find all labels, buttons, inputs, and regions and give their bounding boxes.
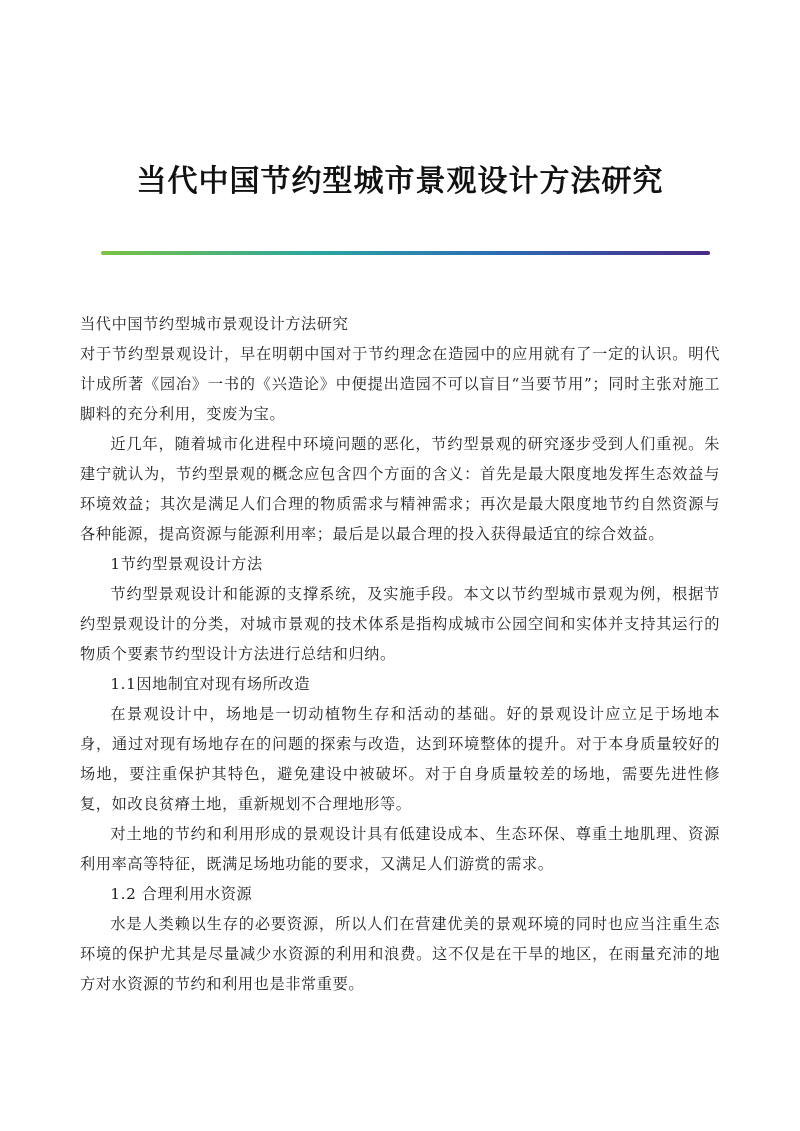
- section-heading-1-1: 1.1因地制宜对现有场所改造: [110, 675, 311, 693]
- paragraph-site: 在景观设计中，场地是一切动植物生存和活动的基础。好的景观设计应立足于场地本身，通过对现有场地存在的问题的探索与改造，达到环境整体的提升。对于本身质量较好的场地，要注重保护其特色，避免建设中被破坏。对于自身质量较差的场地，需要先进性修复，如改良贫瘠土地，重新规划不合理地形等。: [80, 705, 720, 813]
- paragraph-section-1: 节约型景观设计和能源的支撑系统，及实施手段。本文以节约型城市景观为例，根据节约型景观设计的分类，对城市景观的技术体系是指构成城市公园空间和实体并支持其运行的物质个要素节约型设计方法进行总结和归纳。: [80, 585, 720, 663]
- document-body: [80, 309, 720, 999]
- paragraph-background: 近几年，随着城市化进程中环境问题的恶化，节约型景观的研究逐步受到人们重视。朱建宁就认为，节约型景观的概念应包含四个方面的含义：首先是最大限度地发挥生态效益与环境效益；其次是满足人们合理的物质需求与精神需求；再次是最大限度地节约自然资源与各种能源，提高资源与能源利用率；最后是以最合理的投入获得最适宜的综合效益。: [80, 435, 720, 543]
- section-heading-1: 1节约型景观设计方法: [110, 555, 263, 573]
- section-heading-1-2: 1.2 合理利用水资源: [110, 885, 253, 903]
- paragraph-land: 对土地的节约和利用形成的景观设计具有低建设成本、生态环保、尊重土地肌理、资源利用率高等特征，既满足场地功能的要求，又满足人们游赏的需求。: [80, 825, 720, 873]
- title-divider: [101, 251, 710, 255]
- paragraph-intro: 对于节约型景观设计，早在明朝中国对于节约理念在造园中的应用就有了一定的认识。明代计成所著《园冶》一书的《兴造论》中便提出造园不可以盲目“当要节用”；同时主张对施工脚料的充分利用，变废为宝。: [80, 345, 720, 423]
- document-title: 当代中国节约型城市景观设计方法研究: [136, 164, 664, 199]
- subtitle-paragraph: 当代中国节约型城市景观设计方法研究: [80, 315, 349, 333]
- paragraph-water: 水是人类赖以生存的必要资源，所以人们在营建优美的景观环境的同时也应当注重生态环境的保护尤其是尽量减少水资源的利用和浪费。这不仅是在干旱的地区，在雨量充沛的地方对水资源的节约和利用也是非常重要。: [80, 915, 720, 993]
